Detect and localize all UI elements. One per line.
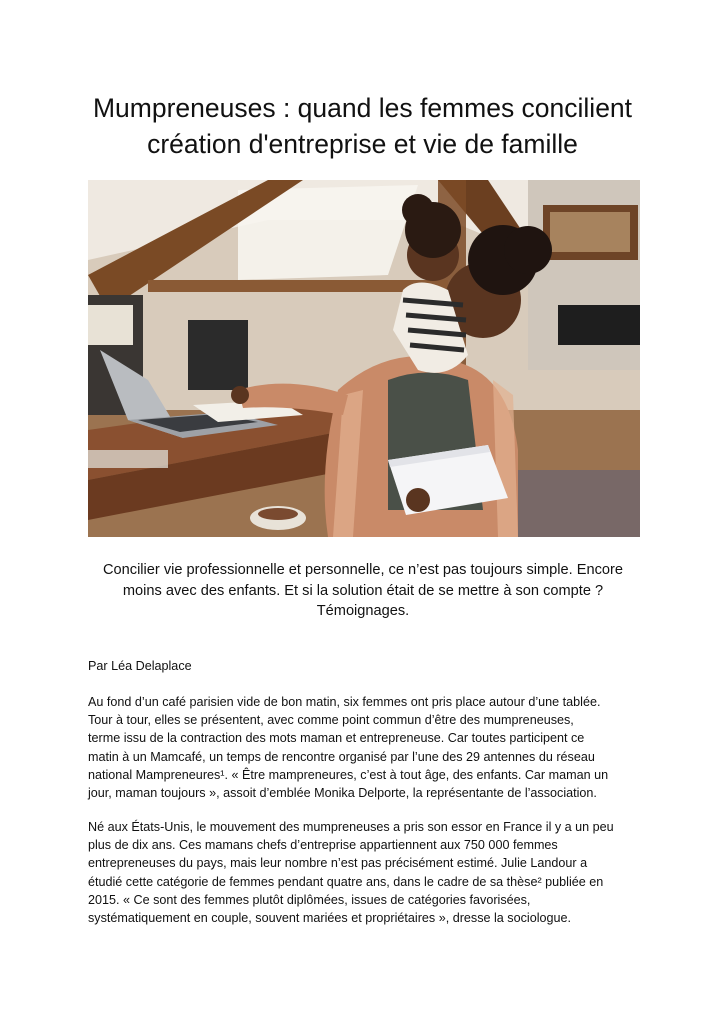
paragraph-2 (88, 818, 648, 927)
paragraph-line: entrepreneuses du pays, mais leur nombre n’est pas précisément estimé. Julie Landour a (88, 856, 588, 871)
title-line-2: création d'entreprise et vie de famille (147, 129, 578, 159)
lead-line-2: moins avec des enfants. Et si la solution était de se mettre à son compte ? (122, 582, 604, 599)
paragraph-line: terme issu de la contraction des mots maman et entrepreneuse. Car toutes participent ce (88, 731, 585, 746)
paragraph-line: Né aux États-Unis, le mouvement des mumpreneuses a pris son essor en France il y a un peu (88, 820, 614, 834)
paragraph-line: 2015. « Ce sont des femmes plutôt diplômées, issues de catégories favorisées, (88, 892, 531, 907)
paragraph-line: Au fond d’un café parisien vide de bon matin, six femmes ont pris place autour d’une tablée. (88, 695, 601, 709)
article-photo (88, 180, 640, 537)
paragraph-line: matin à un Mamcafé, un temps de rencontre organisé par l’une des 29 antennes du réseau (88, 749, 595, 764)
title-line-1: Mumpreneuses : quand les femmes concilient (92, 93, 633, 123)
paragraph-line: Tour à tour, elles se présentent, avec comme point commun d’être des mumpreneuses, (88, 713, 574, 728)
paragraph-line: plus de dix ans. Ces mamans chefs d’entreprise appartiennent aux 750 000 femmes (88, 838, 558, 853)
paragraph-1 (88, 693, 648, 802)
paragraph-line: jour, maman toujours », assoit d’emblée Monika Delporte, la représentante de l’association. (88, 786, 597, 801)
photo-illustration (88, 180, 640, 537)
lead-line-1: Concilier vie professionnelle et personnelle, ce n’est pas toujours simple. Encore (103, 562, 623, 578)
article-lead (84, 560, 642, 622)
lead-line-3: Témoignages. (316, 603, 410, 619)
paragraph-line: systématiquement en couple, souvent mariées et propriétaires », dresse la sociologue. (88, 911, 572, 926)
paragraph-line: national Mampreneures¹. « Être mampreneures, c’est à tout âge, des enfants. Car maman un (88, 767, 609, 782)
article-byline: Par Léa Delaplace (88, 659, 192, 673)
paragraph-line: étudié cette catégorie de femmes pendant quatre ans, dans le cadre de sa thèse² publiée en (88, 874, 604, 889)
article-title (60, 90, 665, 162)
